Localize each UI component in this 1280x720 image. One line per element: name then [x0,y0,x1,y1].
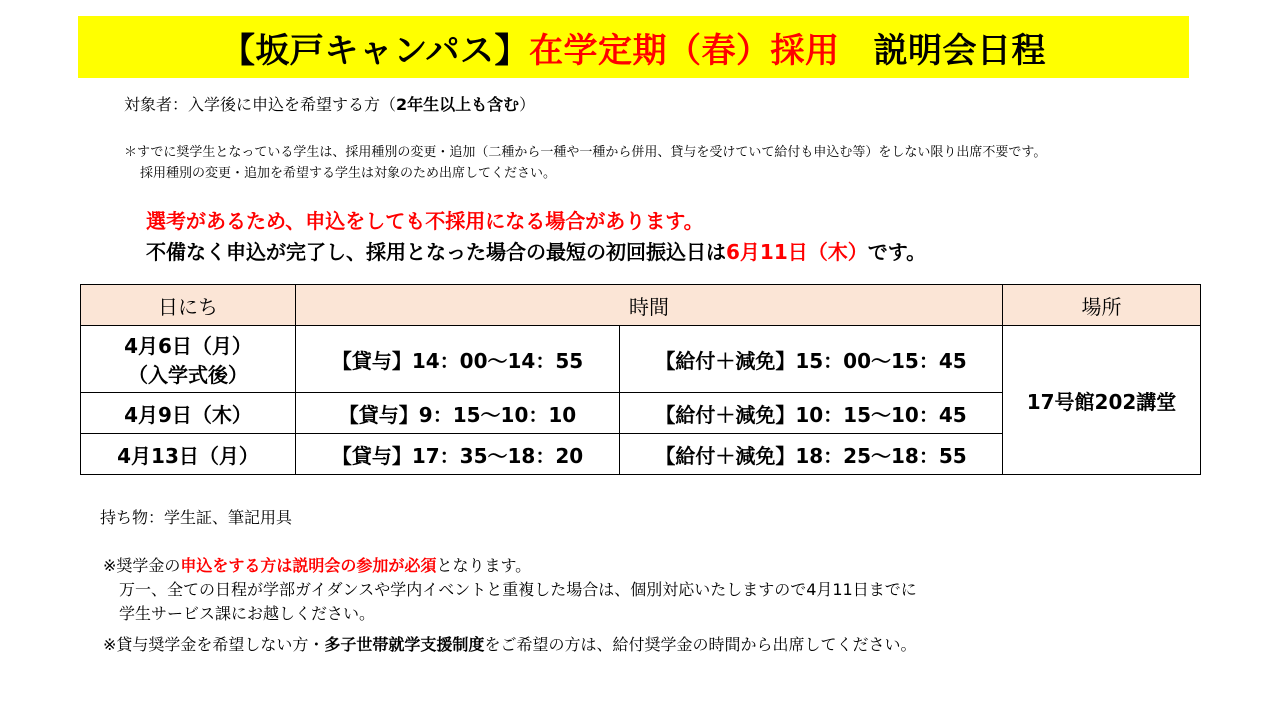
target-bold: 2年生以上も含む [396,95,520,114]
date-cell [81,326,296,393]
footnote1-line-3: 学生サービス課にお越しください。 [119,604,376,623]
page-title [78,16,1189,78]
payment-date-notice [146,236,926,265]
footnote1-suffix: となります。 [436,556,532,575]
target-audience [124,92,535,115]
date-text: 4月6日（月） [124,334,252,358]
loan-time-cell: 【貸与】9：15～10：10 [296,393,620,434]
table-row [81,326,1201,393]
target-prefix: 対象者：入学後に申込を希望する方（ [124,95,397,114]
date-cell: 4月13日（月） [81,434,296,475]
title-program: 在学定期（春）採用 [529,30,840,71]
payment-suffix: です。 [867,240,927,264]
date-cell: 4月9日（木） [81,393,296,434]
footnote1-prefix: ※奨学金の [103,556,181,575]
place-cell: 17号館202講堂 [1003,326,1201,475]
note-line-2: 採用種別の変更・追加を希望する学生は対象のため出席してください。 [140,166,557,181]
header-time: 時間 [296,285,1003,326]
footnote-grant-only [103,632,916,655]
footnote1-line-2: 万一、全ての日程が学部ガイダンスや学内イベントと重複した場合は、個別対応いたしますので4月11日までに [119,580,917,599]
grant-time-cell: 【給付＋減免】15：00～15：45 [620,326,1003,393]
note-line-1: ＊すでに奨学生となっている学生は、採用種別の変更・追加（二種から一種や一種から併用、貸与を受けていて給付も申込む等）をしない限り出席不要です。 [124,145,1047,160]
footnote2-bold: 多子世帯就学支援制度 [324,635,485,654]
payment-date: 6月11日（木） [726,240,868,264]
header-date: 日にち [81,285,296,326]
footnote2-prefix: ※貸与奨学金を希望しない方・ [103,635,325,654]
footnote1-red: 申込をする方は説明会の参加が必須 [180,556,437,575]
loan-time-cell: 【貸与】14：00～14：55 [296,326,620,393]
title-campus: 【坂戸キャンパス】 [220,30,530,71]
selection-warning: 選考があるため、申込をしても不採用になる場合があります。 [146,209,704,233]
items-to-bring: 持ち物：学生証、筆記用具 [100,508,293,527]
title-schedule: 説明会日程 [873,30,1047,71]
grant-time-cell: 【給付＋減免】18：25～18：55 [620,434,1003,475]
header-place: 場所 [1003,285,1201,326]
target-suffix: ） [519,95,536,114]
loan-time-cell: 【貸与】17：35～18：20 [296,434,620,475]
grant-time-cell: 【給付＋減免】10：15～10：45 [620,393,1003,434]
footnote2-suffix: をご希望の方は、給付奨学金の時間から出席してください。 [484,635,917,654]
payment-prefix: 不備なく申込が完了し、採用となった場合の最短の初回振込日は [146,240,726,264]
date-subtext: （入学式後） [128,363,248,387]
schedule-table [80,284,1201,475]
footnote-required [103,553,531,576]
table-header-row [81,285,1201,326]
